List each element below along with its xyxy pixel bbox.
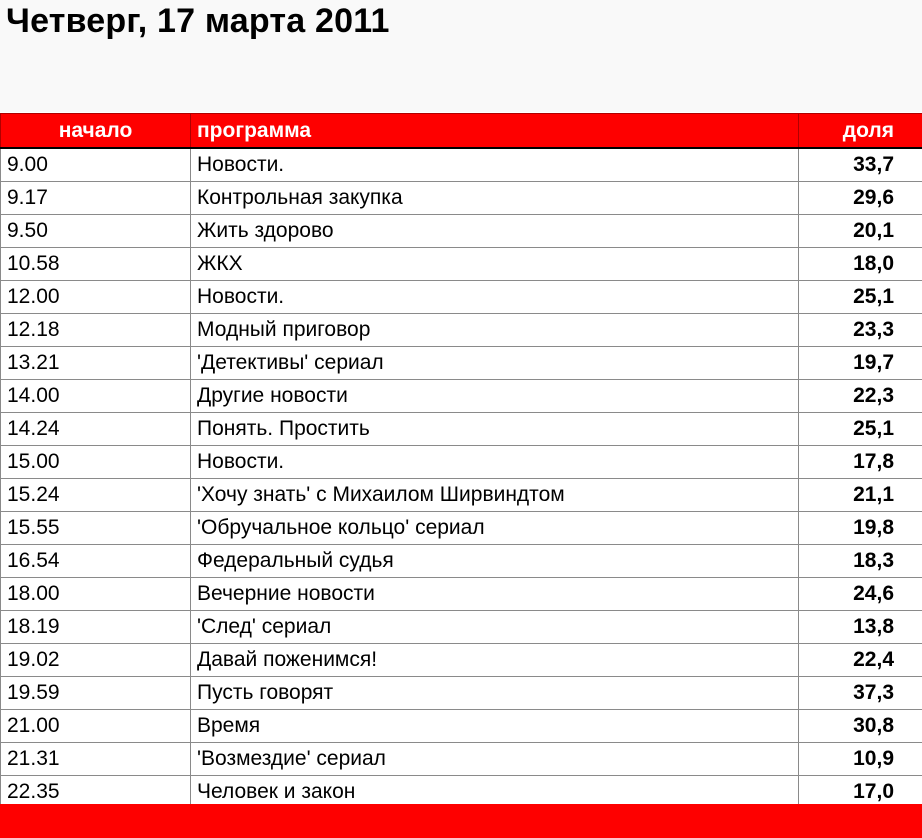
table-row — [1, 743, 922, 776]
cell-program: 'Хочу знать' с Михаилом Ширвиндтом — [191, 479, 799, 512]
cell-time: 21.00 — [1, 710, 191, 743]
table-row — [1, 215, 922, 248]
table-row — [1, 479, 922, 512]
cell-program: 'Возмездие' сериал — [191, 743, 799, 776]
cell-share: 23,3 — [799, 314, 922, 347]
table-row — [1, 182, 922, 215]
cell-time: 18.00 — [1, 578, 191, 611]
cell-time: 18.19 — [1, 611, 191, 644]
cell-share: 19,7 — [799, 347, 922, 380]
cell-time: 14.00 — [1, 380, 191, 413]
cell-program: Контрольная закупка — [191, 182, 799, 215]
cell-share: 18,3 — [799, 545, 922, 578]
table-row — [1, 710, 922, 743]
cell-time: 9.00 — [1, 148, 191, 182]
table-row — [1, 314, 922, 347]
cell-time: 19.02 — [1, 644, 191, 677]
cell-share: 17,8 — [799, 446, 922, 479]
table-row — [1, 380, 922, 413]
cell-share: 22,4 — [799, 644, 922, 677]
table-row — [1, 512, 922, 545]
cell-share: 30,8 — [799, 710, 922, 743]
cell-program: ЖКХ — [191, 248, 799, 281]
cell-program: Вечерние новости — [191, 578, 799, 611]
cell-time: 13.21 — [1, 347, 191, 380]
cell-time: 9.50 — [1, 215, 191, 248]
cell-program: Жить здорово — [191, 215, 799, 248]
cell-program: Новости. — [191, 281, 799, 314]
cell-time: 12.18 — [1, 314, 191, 347]
cell-share: 10,9 — [799, 743, 922, 776]
table-row — [1, 413, 922, 446]
cell-time: 14.24 — [1, 413, 191, 446]
cell-program: Другие новости — [191, 380, 799, 413]
cell-share: 25,1 — [799, 413, 922, 446]
cell-program: Пусть говорят — [191, 677, 799, 710]
column-header-share: доля — [799, 114, 922, 149]
cell-program: 'Обручальное кольцо' сериал — [191, 512, 799, 545]
cell-share: 18,0 — [799, 248, 922, 281]
cell-time: 15.24 — [1, 479, 191, 512]
table-row — [1, 148, 922, 182]
cell-time: 16.54 — [1, 545, 191, 578]
table-row — [1, 281, 922, 314]
cell-share: 24,6 — [799, 578, 922, 611]
cell-time: 12.00 — [1, 281, 191, 314]
ratings-table — [0, 113, 922, 809]
cell-share: 13,8 — [799, 611, 922, 644]
table-row — [1, 545, 922, 578]
cell-share: 29,6 — [799, 182, 922, 215]
table-row — [1, 347, 922, 380]
cell-share: 22,3 — [799, 380, 922, 413]
cell-program: Человек и закон — [191, 776, 799, 809]
cell-program: Давай поженимся! — [191, 644, 799, 677]
cell-program: Новости. — [191, 446, 799, 479]
table-row — [1, 611, 922, 644]
cell-time: 15.55 — [1, 512, 191, 545]
cell-program: Новости. — [191, 148, 799, 182]
cell-share: 17,0 — [799, 776, 922, 809]
cell-share: 25,1 — [799, 281, 922, 314]
cell-share: 33,7 — [799, 148, 922, 182]
footer-band — [0, 804, 922, 838]
cell-time: 19.59 — [1, 677, 191, 710]
page-title: Четверг, 17 марта 2011 — [6, 2, 390, 40]
cell-time: 10.58 — [1, 248, 191, 281]
table-header-row — [1, 114, 922, 149]
cell-time: 21.31 — [1, 743, 191, 776]
cell-time: 15.00 — [1, 446, 191, 479]
cell-share: 19,8 — [799, 512, 922, 545]
table-row — [1, 644, 922, 677]
cell-program: Федеральный судья — [191, 545, 799, 578]
table-row — [1, 578, 922, 611]
cell-share: 20,1 — [799, 215, 922, 248]
table-row — [1, 446, 922, 479]
cell-program: Модный приговор — [191, 314, 799, 347]
cell-share: 21,1 — [799, 479, 922, 512]
cell-program: 'Детективы' сериал — [191, 347, 799, 380]
cell-time: 22.35 — [1, 776, 191, 809]
table-row — [1, 677, 922, 710]
column-header-program: программа — [191, 114, 799, 149]
cell-program: Время — [191, 710, 799, 743]
cell-program: Понять. Простить — [191, 413, 799, 446]
cell-time: 9.17 — [1, 182, 191, 215]
cell-program: 'След' сериал — [191, 611, 799, 644]
cell-share: 37,3 — [799, 677, 922, 710]
column-header-start: начало — [1, 114, 191, 149]
table-row — [1, 248, 922, 281]
